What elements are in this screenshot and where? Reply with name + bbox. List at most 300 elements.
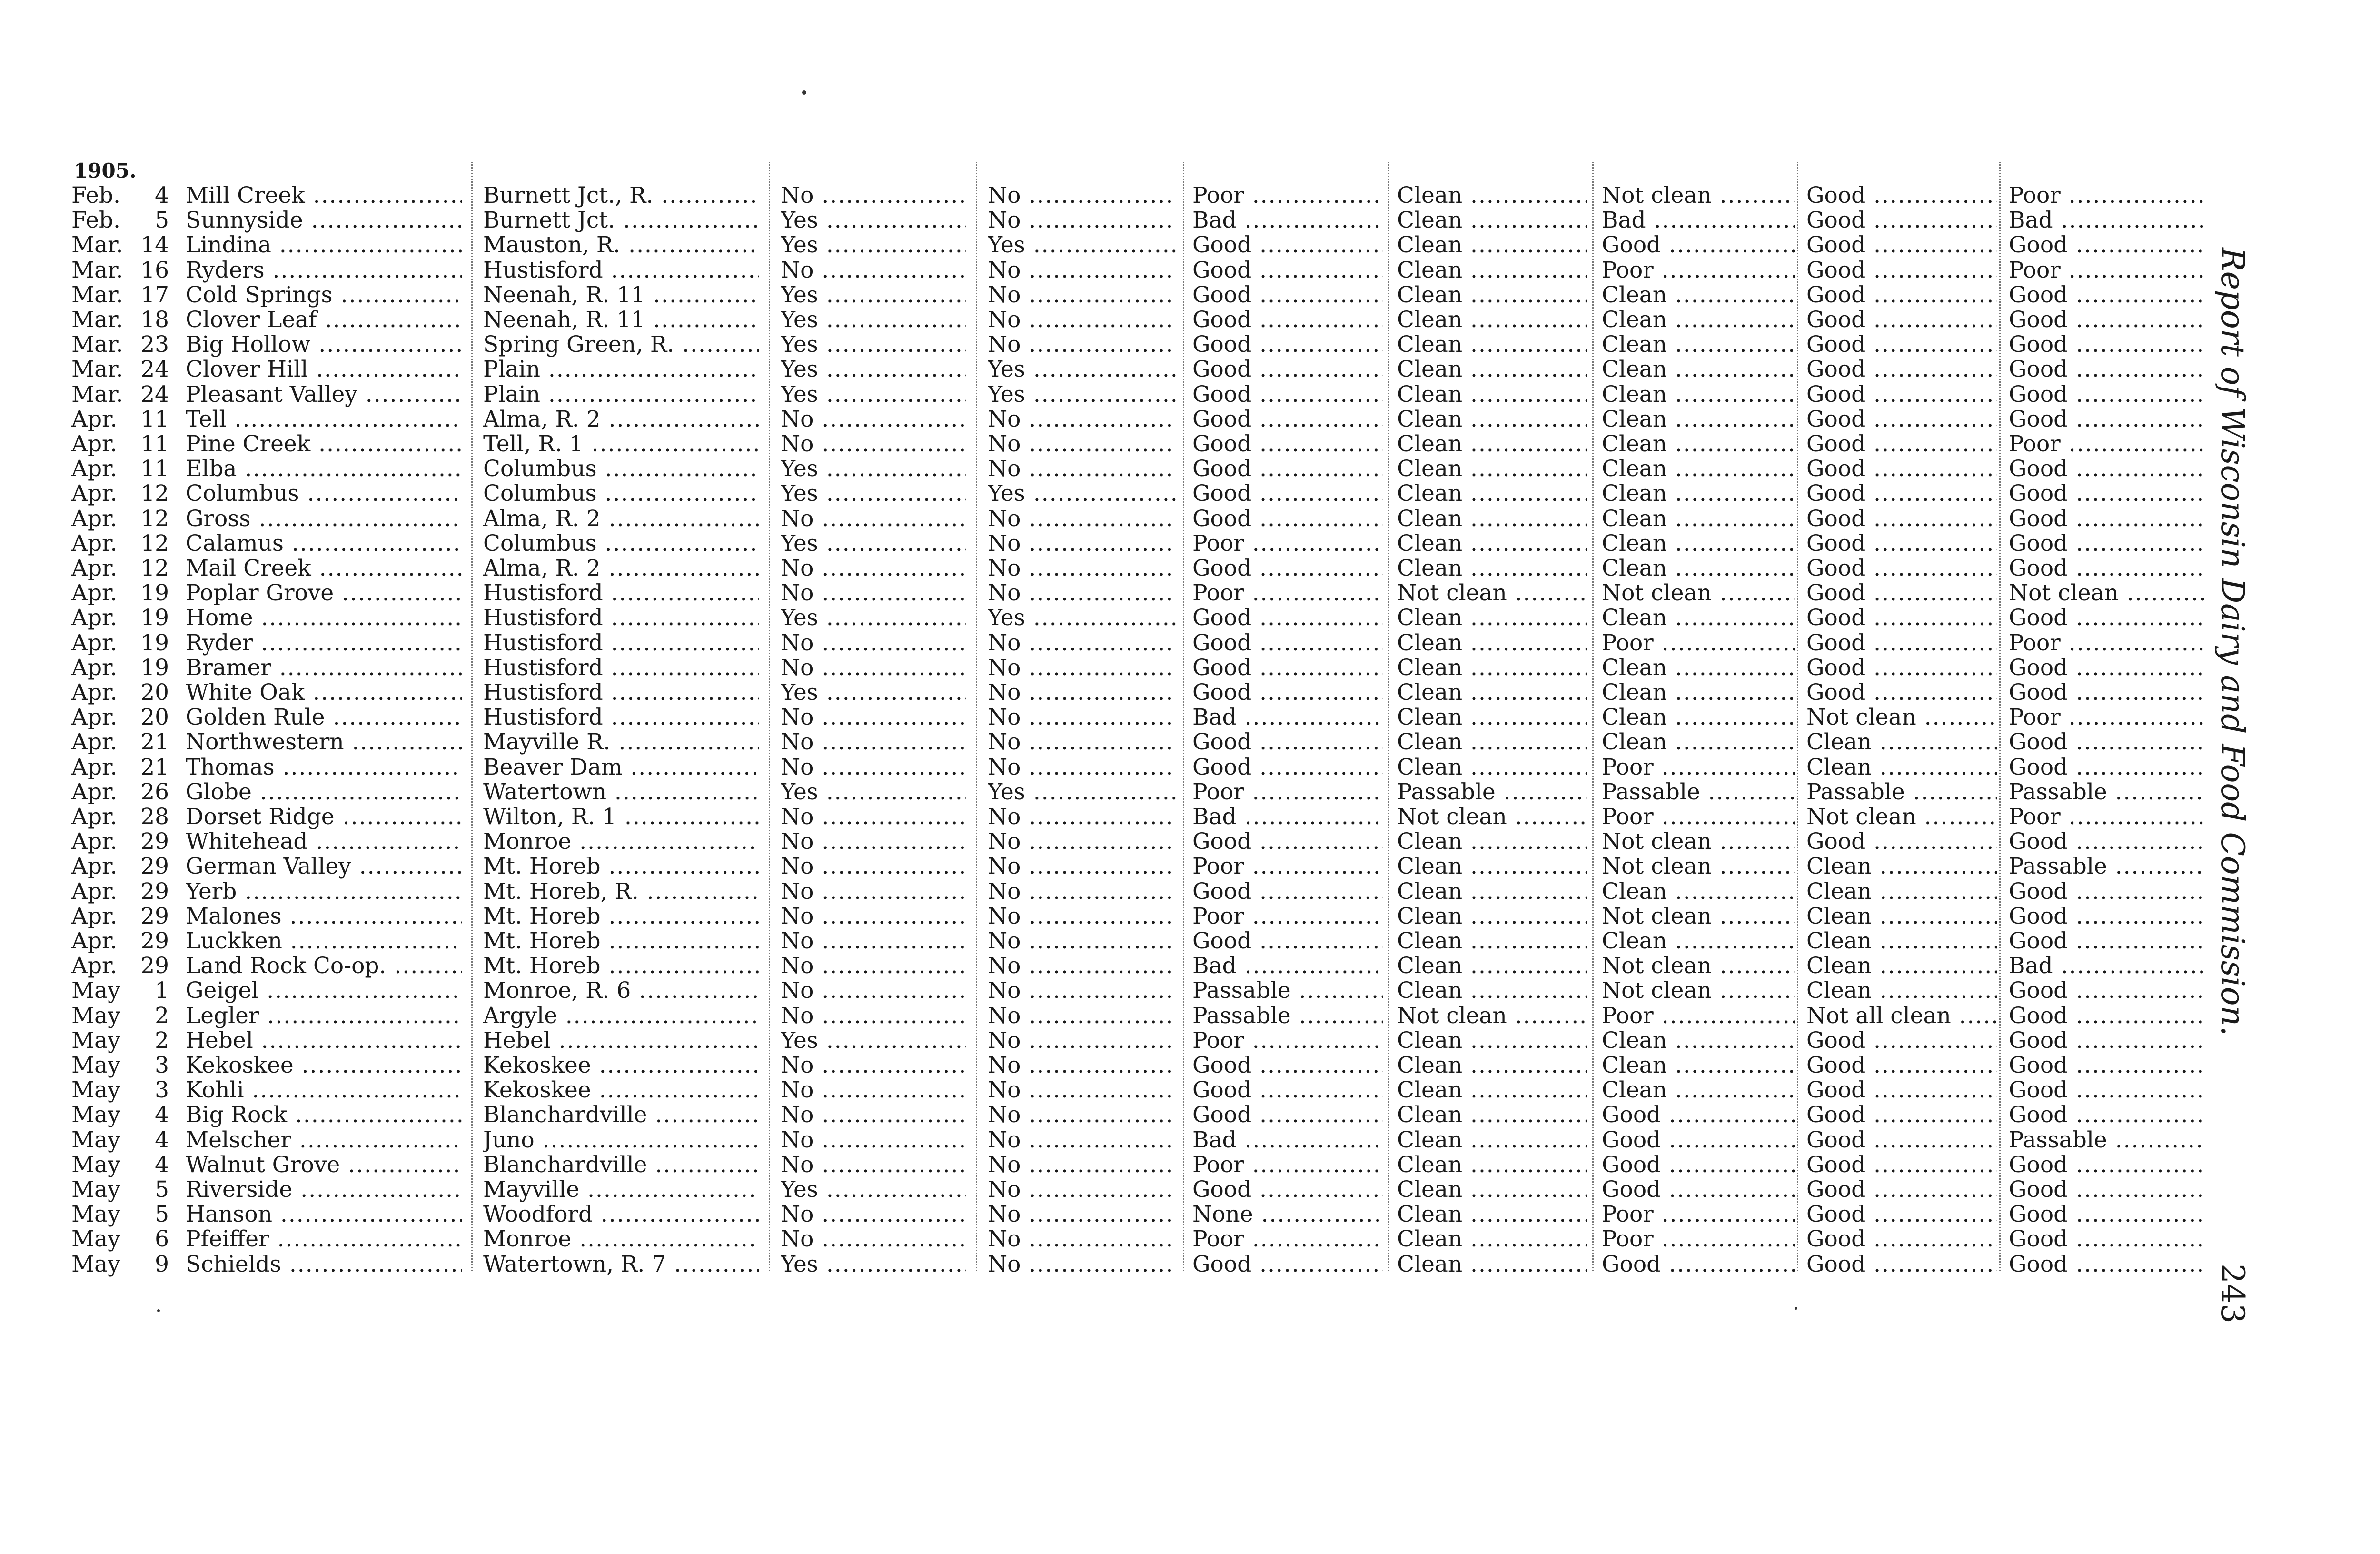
address-cell: Hustisford ..... xyxy=(483,705,759,730)
column-2-cell: No ..... xyxy=(988,1153,1176,1177)
column-5-cell: Poor ..... xyxy=(1602,1004,1795,1028)
address-cell: Neenah, R. 11 ..... xyxy=(483,283,759,308)
running-head-title: Report of Wisconsin Dairy and Food Commission. xyxy=(2214,248,2251,1036)
day-cell: 29 xyxy=(140,854,169,879)
column-1-cell: No ..... xyxy=(781,929,966,954)
column-5-cell: Clean ..... xyxy=(1602,1078,1795,1103)
day-cell: 26 xyxy=(140,780,169,805)
column-6-cell: Clean ..... xyxy=(1806,978,1997,1003)
column-3-cell: Good ..... xyxy=(1192,556,1383,581)
factory-name-cell: Tell ..... xyxy=(186,407,462,432)
month-cell: Apr. xyxy=(71,929,118,954)
factory-name-cell: Home ..... xyxy=(186,606,462,630)
column-7-cell: Good ..... xyxy=(2009,829,2206,854)
column-2-cell: No ..... xyxy=(988,1004,1176,1028)
column-5-cell: Clean ..... xyxy=(1602,1053,1795,1078)
column-7-cell: Good ..... xyxy=(2009,332,2206,357)
column-2-cell: No ..... xyxy=(988,929,1176,954)
address-cell: Mayville ..... xyxy=(483,1177,759,1202)
table-row xyxy=(0,730,2213,755)
column-7-cell: Good ..... xyxy=(2009,879,2206,904)
day-cell: 11 xyxy=(140,407,169,432)
table-row xyxy=(0,332,2213,357)
month-cell: Apr. xyxy=(71,829,118,854)
factory-name-cell: Lindina ..... xyxy=(186,233,462,258)
day-cell: 29 xyxy=(140,904,169,929)
column-5-cell: Clean ..... xyxy=(1602,481,1795,506)
day-cell: 24 xyxy=(140,357,169,382)
column-2-cell: No ..... xyxy=(988,1202,1176,1227)
column-2-cell: No ..... xyxy=(988,258,1176,283)
column-2-cell: No ..... xyxy=(988,457,1176,481)
factory-name-cell: Mill Creek ..... xyxy=(186,183,462,208)
column-6-cell: Good ..... xyxy=(1806,556,1997,581)
table-row xyxy=(0,481,2213,506)
table-row xyxy=(0,258,2213,283)
table-row xyxy=(0,1177,2213,1202)
day-cell: 20 xyxy=(140,705,169,730)
column-6-cell: Good ..... xyxy=(1806,457,1997,481)
column-3-cell: Good ..... xyxy=(1192,680,1383,705)
column-3-cell: Good ..... xyxy=(1192,283,1383,308)
column-5-cell: Clean ..... xyxy=(1602,656,1795,680)
column-4-cell: Clean ..... xyxy=(1397,829,1587,854)
column-4-cell: Clean ..... xyxy=(1397,332,1587,357)
month-cell: May xyxy=(71,978,120,1003)
column-4-cell: Not clean ..... xyxy=(1397,1004,1587,1028)
column-4-cell: Clean ..... xyxy=(1397,755,1587,780)
column-3-cell: Good ..... xyxy=(1192,1252,1383,1277)
column-1-cell: No ..... xyxy=(781,1202,966,1227)
column-7-cell: Good ..... xyxy=(2009,507,2206,531)
table-row xyxy=(0,233,2213,258)
column-2-cell: No ..... xyxy=(988,1227,1176,1252)
factory-name-cell: Cold Springs ..... xyxy=(186,283,462,308)
column-2-cell: No ..... xyxy=(988,755,1176,780)
table-row xyxy=(0,1028,2213,1053)
column-6-cell: Clean ..... xyxy=(1806,904,1997,929)
address-cell: Mt. Horeb ..... xyxy=(483,904,759,929)
column-3-cell: Good ..... xyxy=(1192,457,1383,481)
column-1-cell: Yes ..... xyxy=(781,481,966,506)
column-3-cell: Bad ..... xyxy=(1192,208,1383,233)
column-4-cell: Clean ..... xyxy=(1397,1202,1587,1227)
column-1-cell: No ..... xyxy=(781,1128,966,1153)
year-heading: 1905. xyxy=(74,159,137,182)
month-cell: Mar. xyxy=(71,258,123,283)
table-row xyxy=(0,581,2213,606)
month-cell: Apr. xyxy=(71,780,118,805)
month-cell: May xyxy=(71,1227,120,1252)
column-1-cell: No ..... xyxy=(781,432,966,457)
column-4-cell: Clean ..... xyxy=(1397,854,1587,879)
column-2-cell: No ..... xyxy=(988,1177,1176,1202)
column-1-cell: Yes ..... xyxy=(781,780,966,805)
column-7-cell: Good ..... xyxy=(2009,904,2206,929)
column-1-cell: No ..... xyxy=(781,954,966,978)
month-cell: Apr. xyxy=(71,680,118,705)
day-cell: 28 xyxy=(140,805,169,829)
month-cell: May xyxy=(71,1128,120,1153)
month-cell: Apr. xyxy=(71,507,118,531)
column-2-cell: Yes ..... xyxy=(988,606,1176,630)
column-5-cell: Good ..... xyxy=(1602,1177,1795,1202)
column-3-cell: Good ..... xyxy=(1192,357,1383,382)
column-1-cell: Yes ..... xyxy=(781,283,966,308)
column-5-cell: Poor ..... xyxy=(1602,631,1795,656)
day-cell: 5 xyxy=(155,1202,169,1227)
column-7-cell: Good ..... xyxy=(2009,556,2206,581)
factory-name-cell: Malones ..... xyxy=(186,904,462,929)
column-4-cell: Clean ..... xyxy=(1397,481,1587,506)
address-cell: Alma, R. 2 ..... xyxy=(483,407,759,432)
column-7-cell: Poor ..... xyxy=(2009,258,2206,283)
column-4-cell: Clean ..... xyxy=(1397,1028,1587,1053)
column-2-cell: No ..... xyxy=(988,978,1176,1003)
column-6-cell: Good ..... xyxy=(1806,1128,1997,1153)
column-2-cell: Yes ..... xyxy=(988,357,1176,382)
month-cell: Apr. xyxy=(71,457,118,481)
column-5-cell: Not clean ..... xyxy=(1602,954,1795,978)
column-1-cell: Yes ..... xyxy=(781,606,966,630)
day-cell: 29 xyxy=(140,929,169,954)
factory-name-cell: Land Rock Co-op. ..... xyxy=(186,954,462,978)
month-cell: May xyxy=(71,1004,120,1028)
column-4-cell: Clean ..... xyxy=(1397,1227,1587,1252)
column-4-cell: Clean ..... xyxy=(1397,879,1587,904)
column-7-cell: Good ..... xyxy=(2009,1053,2206,1078)
column-4-cell: Clean ..... xyxy=(1397,208,1587,233)
address-cell: Monroe ..... xyxy=(483,1227,759,1252)
address-cell: Woodford ..... xyxy=(483,1202,759,1227)
table-row xyxy=(0,829,2213,854)
column-6-cell: Clean ..... xyxy=(1806,730,1997,755)
column-2-cell: No ..... xyxy=(988,1078,1176,1103)
column-7-cell: Good ..... xyxy=(2009,233,2206,258)
column-4-cell: Clean ..... xyxy=(1397,631,1587,656)
column-7-cell: Good ..... xyxy=(2009,1202,2206,1227)
address-cell: Kekoskee ..... xyxy=(483,1053,759,1078)
column-5-cell: Not clean ..... xyxy=(1602,581,1795,606)
address-cell: Argyle ..... xyxy=(483,1004,759,1028)
day-cell: 20 xyxy=(140,680,169,705)
column-7-cell: Good ..... xyxy=(2009,978,2206,1003)
column-3-cell: Poor ..... xyxy=(1192,581,1383,606)
table-row xyxy=(0,954,2213,978)
column-4-cell: Clean ..... xyxy=(1397,382,1587,407)
factory-name-cell: Poplar Grove ..... xyxy=(186,581,462,606)
column-4-cell: Clean ..... xyxy=(1397,978,1587,1003)
table-row xyxy=(0,407,2213,432)
factory-name-cell: Ryders ..... xyxy=(186,258,462,283)
table-row xyxy=(0,283,2213,308)
column-1-cell: No ..... xyxy=(781,507,966,531)
column-1-cell: No ..... xyxy=(781,705,966,730)
column-4-cell: Clean ..... xyxy=(1397,606,1587,630)
address-cell: Blanchardville ..... xyxy=(483,1153,759,1177)
address-cell: Tell, R. 1 ..... xyxy=(483,432,759,457)
column-2-cell: No ..... xyxy=(988,556,1176,581)
column-1-cell: No ..... xyxy=(781,1004,966,1028)
day-cell: 2 xyxy=(155,1028,169,1053)
print-speck xyxy=(802,90,806,95)
column-4-cell: Clean ..... xyxy=(1397,1078,1587,1103)
column-3-cell: Passable ..... xyxy=(1192,978,1383,1003)
column-6-cell: Clean ..... xyxy=(1806,929,1997,954)
month-cell: Apr. xyxy=(71,705,118,730)
column-7-cell: Passable ..... xyxy=(2009,1128,2206,1153)
column-6-cell: Not all clean ..... xyxy=(1806,1004,1997,1028)
column-3-cell: Good ..... xyxy=(1192,606,1383,630)
month-cell: May xyxy=(71,1078,120,1103)
column-6-cell: Good ..... xyxy=(1806,233,1997,258)
column-4-cell: Clean ..... xyxy=(1397,457,1587,481)
table-row xyxy=(0,183,2213,208)
column-7-cell: Good ..... xyxy=(2009,283,2206,308)
table-row xyxy=(0,879,2213,904)
column-5-cell: Poor ..... xyxy=(1602,755,1795,780)
column-2-cell: No ..... xyxy=(988,407,1176,432)
column-5-cell: Poor ..... xyxy=(1602,258,1795,283)
column-7-cell: Good ..... xyxy=(2009,531,2206,556)
column-6-cell: Clean ..... xyxy=(1806,755,1997,780)
column-1-cell: Yes ..... xyxy=(781,680,966,705)
factory-name-cell: Kohli ..... xyxy=(186,1078,462,1103)
column-7-cell: Good ..... xyxy=(2009,656,2206,680)
address-cell: Plain ..... xyxy=(483,357,759,382)
column-4-cell: Clean ..... xyxy=(1397,258,1587,283)
month-cell: Feb. xyxy=(71,208,120,233)
month-cell: Mar. xyxy=(71,382,123,407)
day-cell: 12 xyxy=(140,507,169,531)
day-cell: 3 xyxy=(155,1053,169,1078)
column-6-cell: Good ..... xyxy=(1806,1227,1997,1252)
column-5-cell: Clean ..... xyxy=(1602,382,1795,407)
month-cell: Apr. xyxy=(71,730,118,755)
column-1-cell: No ..... xyxy=(781,407,966,432)
month-cell: Apr. xyxy=(71,606,118,630)
day-cell: 3 xyxy=(155,1078,169,1103)
column-7-cell: Good ..... xyxy=(2009,1177,2206,1202)
column-2-cell: No ..... xyxy=(988,183,1176,208)
column-7-cell: Good ..... xyxy=(2009,1153,2206,1177)
column-2-cell: Yes ..... xyxy=(988,780,1176,805)
address-cell: Mayville R. ..... xyxy=(483,730,759,755)
table-row xyxy=(0,1128,2213,1153)
column-4-cell: Clean ..... xyxy=(1397,432,1587,457)
column-7-cell: Good ..... xyxy=(2009,308,2206,332)
column-1-cell: No ..... xyxy=(781,1053,966,1078)
column-2-cell: Yes ..... xyxy=(988,233,1176,258)
day-cell: 29 xyxy=(140,954,169,978)
table-row xyxy=(0,631,2213,656)
address-cell: Mt. Horeb ..... xyxy=(483,954,759,978)
column-7-cell: Good ..... xyxy=(2009,680,2206,705)
factory-name-cell: Calamus ..... xyxy=(186,531,462,556)
column-1-cell: Yes ..... xyxy=(781,382,966,407)
day-cell: 21 xyxy=(140,755,169,780)
day-cell: 29 xyxy=(140,879,169,904)
day-cell: 2 xyxy=(155,1004,169,1028)
column-6-cell: Good ..... xyxy=(1806,656,1997,680)
column-5-cell: Clean ..... xyxy=(1602,407,1795,432)
table-row xyxy=(0,1004,2213,1028)
column-6-cell: Good ..... xyxy=(1806,308,1997,332)
column-5-cell: Clean ..... xyxy=(1602,457,1795,481)
column-6-cell: Good ..... xyxy=(1806,407,1997,432)
table-row xyxy=(0,1103,2213,1127)
column-1-cell: Yes ..... xyxy=(781,308,966,332)
month-cell: May xyxy=(71,1153,120,1177)
column-2-cell: No ..... xyxy=(988,631,1176,656)
table-row xyxy=(0,457,2213,481)
table-row xyxy=(0,1053,2213,1078)
day-cell: 4 xyxy=(155,183,169,208)
column-4-cell: Not clean ..... xyxy=(1397,581,1587,606)
column-4-cell: Clean ..... xyxy=(1397,929,1587,954)
factory-name-cell: Pine Creek ..... xyxy=(186,432,462,457)
column-1-cell: No ..... xyxy=(781,1153,966,1177)
column-3-cell: Poor ..... xyxy=(1192,1227,1383,1252)
column-7-cell: Good ..... xyxy=(2009,1028,2206,1053)
column-6-cell: Good ..... xyxy=(1806,283,1997,308)
day-cell: 23 xyxy=(140,332,169,357)
day-cell: 12 xyxy=(140,531,169,556)
column-6-cell: Not clean ..... xyxy=(1806,705,1997,730)
month-cell: Feb. xyxy=(71,183,120,208)
column-1-cell: No ..... xyxy=(781,631,966,656)
table-row xyxy=(0,656,2213,680)
month-cell: Apr. xyxy=(71,904,118,929)
month-cell: Apr. xyxy=(71,407,118,432)
column-5-cell: Poor ..... xyxy=(1602,1202,1795,1227)
column-2-cell: No ..... xyxy=(988,507,1176,531)
column-5-cell: Poor ..... xyxy=(1602,1227,1795,1252)
month-cell: May xyxy=(71,1103,120,1127)
column-1-cell: Yes ..... xyxy=(781,1177,966,1202)
table-row xyxy=(0,705,2213,730)
day-cell: 18 xyxy=(140,308,169,332)
column-4-cell: Clean ..... xyxy=(1397,1053,1587,1078)
address-cell: Hustisford ..... xyxy=(483,631,759,656)
column-4-cell: Clean ..... xyxy=(1397,556,1587,581)
column-6-cell: Good ..... xyxy=(1806,680,1997,705)
column-7-cell: Good ..... xyxy=(2009,606,2206,630)
column-1-cell: No ..... xyxy=(781,258,966,283)
address-cell: Hustisford ..... xyxy=(483,581,759,606)
column-3-cell: Good ..... xyxy=(1192,1078,1383,1103)
column-6-cell: Good ..... xyxy=(1806,382,1997,407)
day-cell: 4 xyxy=(155,1103,169,1127)
column-7-cell: Poor ..... xyxy=(2009,432,2206,457)
table-row xyxy=(0,978,2213,1003)
factory-name-cell: White Oak ..... xyxy=(186,680,462,705)
column-5-cell: Clean ..... xyxy=(1602,531,1795,556)
column-4-cell: Clean ..... xyxy=(1397,357,1587,382)
column-5-cell: Clean ..... xyxy=(1602,680,1795,705)
column-6-cell: Good ..... xyxy=(1806,1103,1997,1127)
column-3-cell: Bad ..... xyxy=(1192,705,1383,730)
address-cell: Hustisford ..... xyxy=(483,656,759,680)
column-5-cell: Clean ..... xyxy=(1602,332,1795,357)
print-speck xyxy=(1795,1307,1797,1310)
column-6-cell: Good ..... xyxy=(1806,1252,1997,1277)
month-cell: Mar. xyxy=(71,332,123,357)
day-cell: 6 xyxy=(155,1227,169,1252)
column-5-cell: Good ..... xyxy=(1602,1252,1795,1277)
column-5-cell: Not clean ..... xyxy=(1602,854,1795,879)
column-6-cell: Good ..... xyxy=(1806,1053,1997,1078)
column-1-cell: No ..... xyxy=(781,581,966,606)
column-3-cell: Poor ..... xyxy=(1192,1028,1383,1053)
address-cell: Alma, R. 2 ..... xyxy=(483,556,759,581)
day-cell: 11 xyxy=(140,457,169,481)
column-3-cell: Good ..... xyxy=(1192,382,1383,407)
table-row xyxy=(0,1078,2213,1103)
column-4-cell: Clean ..... xyxy=(1397,233,1587,258)
column-1-cell: No ..... xyxy=(781,904,966,929)
month-cell: Apr. xyxy=(71,656,118,680)
column-2-cell: No ..... xyxy=(988,705,1176,730)
column-4-cell: Clean ..... xyxy=(1397,283,1587,308)
column-3-cell: Good ..... xyxy=(1192,631,1383,656)
factory-name-cell: Big Hollow ..... xyxy=(186,332,462,357)
factory-name-cell: Pfeiffer ..... xyxy=(186,1227,462,1252)
column-7-cell: Good ..... xyxy=(2009,1103,2206,1127)
column-6-cell: Clean ..... xyxy=(1806,854,1997,879)
column-6-cell: Good ..... xyxy=(1806,258,1997,283)
column-5-cell: Clean ..... xyxy=(1602,879,1795,904)
factory-name-cell: German Valley ..... xyxy=(186,854,462,879)
address-cell: Watertown ..... xyxy=(483,780,759,805)
column-4-cell: Clean ..... xyxy=(1397,730,1587,755)
column-3-cell: Poor ..... xyxy=(1192,904,1383,929)
month-cell: May xyxy=(71,1252,120,1277)
column-2-cell: No ..... xyxy=(988,531,1176,556)
table-row xyxy=(0,805,2213,829)
column-6-cell: Clean ..... xyxy=(1806,879,1997,904)
column-3-cell: Good ..... xyxy=(1192,829,1383,854)
month-cell: Apr. xyxy=(71,631,118,656)
column-1-cell: No ..... xyxy=(781,1227,966,1252)
day-cell: 1 xyxy=(155,978,169,1003)
column-3-cell: Poor ..... xyxy=(1192,1153,1383,1177)
column-2-cell: Yes ..... xyxy=(988,382,1176,407)
column-6-cell: Good ..... xyxy=(1806,829,1997,854)
address-cell: Monroe ..... xyxy=(483,829,759,854)
factory-name-cell: Gross ..... xyxy=(186,507,462,531)
column-6-cell: Good ..... xyxy=(1806,432,1997,457)
factory-name-cell: Dorset Ridge ..... xyxy=(186,805,462,829)
column-6-cell: Good ..... xyxy=(1806,531,1997,556)
factory-name-cell: Mail Creek ..... xyxy=(186,556,462,581)
column-5-cell: Clean ..... xyxy=(1602,357,1795,382)
column-4-cell: Clean ..... xyxy=(1397,705,1587,730)
print-speck xyxy=(157,1309,160,1312)
column-3-cell: Good ..... xyxy=(1192,308,1383,332)
column-6-cell: Good ..... xyxy=(1806,606,1997,630)
column-6-cell: Good ..... xyxy=(1806,507,1997,531)
column-5-cell: Poor ..... xyxy=(1602,805,1795,829)
table-row xyxy=(0,606,2213,630)
address-cell: Spring Green, R. ..... xyxy=(483,332,759,357)
column-2-cell: No ..... xyxy=(988,954,1176,978)
column-4-cell: Not clean ..... xyxy=(1397,805,1587,829)
day-cell: 29 xyxy=(140,829,169,854)
column-1-cell: Yes ..... xyxy=(781,457,966,481)
table-row xyxy=(0,1252,2213,1277)
month-cell: May xyxy=(71,1028,120,1053)
